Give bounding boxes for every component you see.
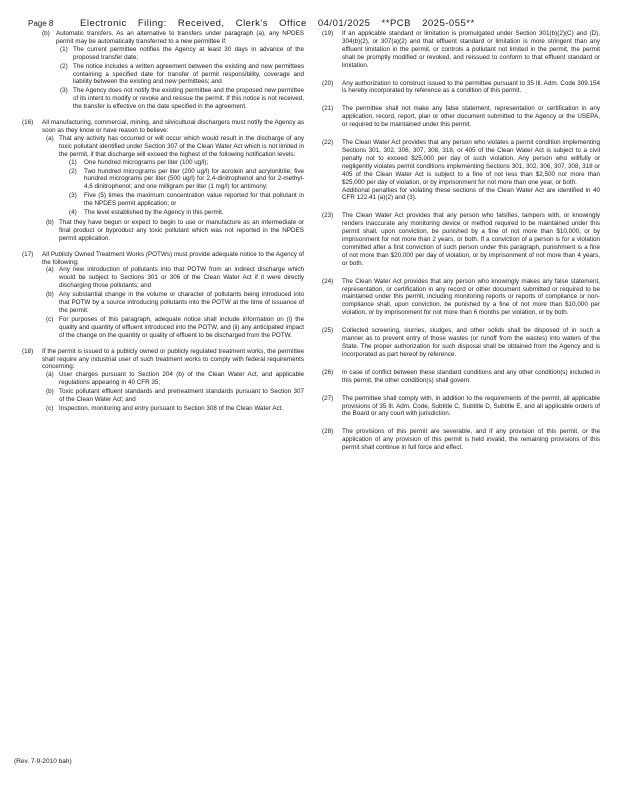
sub-item: (3) The Agency does not notify the existing permittee and the proposed new permittee of its intent to modify or revoke and reissue the permit. If this notice is not received, the transfer is effective on the date specified in the agreement. — [60, 87, 304, 111]
item-number: (21) — [322, 105, 334, 113]
item-text: The permittee shall not make any false statement, representation or certification in any application, record, report, plan or other document submitted to the Agency or the USEPA, or required to be maintained under this permit. — [342, 105, 600, 129]
item-text: The permittee shall comply with, in addition to the requirements of the permit, all applicable provisions of 35 Ill. Adm. Code, Subtitle C, Subtitle D, Subtitle E, and all applicable orders of the Board or any court with jurisdiction. — [342, 394, 600, 418]
item-number: (20) — [322, 79, 334, 87]
item-text-additional: Additional penalties for violating these sections of the Clean Water Act are identified in 40 CFR 122.41 (a)(2) and (3). — [342, 186, 600, 202]
sub-item-b: (b) That they have begun or expect to begin to use or manufacture as an intermediate or final product or byproduct any toxic pollutant which was not reported in the NPDES permit application. — [46, 218, 304, 242]
right-column — [322, 30, 600, 462]
sub-item: (c) Inspection, monitoring and entry pursuant to Section 308 of the Clean Water Act. — [46, 404, 284, 412]
item-text: The Clean Water Act provides that any person who violates a permit condition implementing Sections 301, 302, 306, 307, 308, 318, or 405 of the Clean Water Act is subject to a civil penalty not to exceed $25,000 per day of such violation. Any person who willfully or negligently violates permit conditions implementing Sections 301, 302, 306, 307, 308, 318 or 405 of the Clean Water Act is subject to a fine of not less than $2,500 nor more than $25,000 per day of violation, or by imprisonment for not more than one year, or both. — [342, 139, 600, 186]
sub-item: (b) Toxic pollutant effluent standards and pretreatment standards pursuant to Section 307 of the Clean Water Act; and — [46, 388, 304, 404]
item-text: The Clean Water Act provides that any person who knowingly makes any false statement, representation, or certification in any record or other document submitted or required to be maintained under this permit, including monitoring reports or reports of compliance or non-compliance shall, upon conviction, be punished by a fine of not more than $10,000 per violation, or by imprisonment for not more than 6 months per violation, or by both. — [342, 277, 600, 317]
item-27 — [322, 395, 600, 419]
filing-stamp: Electronic Filing: Received, Clerk's Office 04/01/2025 **PCB 2025-055** — [80, 18, 475, 29]
item-20 — [322, 80, 600, 96]
page-number: Page 8 — [28, 19, 54, 28]
sub-sub-item: (2) Two hundred micrograms per liter (200 ug/l) for acrolein and acrylonitrile; five hundred micrograms per liter (500 ug/l) for 2,4-dinitrophenol and for 2-methyl-4,6 dinitrophenol; and one milligram per liter (1 mg/l) for antimony; — [69, 167, 304, 191]
sub-item: (2) The notice includes a written agreement between the existing and new permittees containing a specified date for transfer of permit responsibility, coverage and liability between the existing and new permittees; and — [60, 62, 304, 86]
sub-item: (1) The current permittee notifies the Agency at least 30 days in advance of the proposed transfer date; — [60, 45, 304, 61]
item-text: Automatic transfers. As an alternative to transfers under paragraph (a), any NPDES permit may be automatically transferred to a new permittee if: — [56, 30, 304, 45]
item-number: (24) — [322, 277, 334, 285]
page-header — [28, 18, 475, 29]
item-number: (22) — [322, 139, 334, 147]
item-text: Any authorization to construct issued to the permittee pursuant to 35 Ill. Adm. Code 309.154 is hereby incorporated by reference as a condition of this permit. — [342, 79, 600, 95]
item-text: All Publicly Owned Treatment Works (POTWs) must provide adequate notice to the Agency of the following: — [42, 250, 304, 266]
item-number: (26) — [322, 368, 334, 376]
item-number: (18) — [22, 347, 34, 355]
sub-sub-item: (3) Five (5) times the maximum concentration value reported for that pollutant in the NPDES permit application; or — [69, 192, 304, 208]
item-number: (16) — [22, 119, 34, 127]
item-number: (25) — [322, 327, 334, 335]
item-number: (27) — [322, 394, 334, 402]
sub-item: (a) Any new introduction of pollutants into that POTW from an indirect discharge which would be subject to Sections 301 or 306 of the Clean Water Act if it were directly discharging those pollutants; and — [46, 266, 304, 290]
revision-footer: (Rev. 7-9-2010 bah) — [14, 758, 72, 765]
sub-item: (b) Any substantial change in the volume or character of pollutants being introduced into that POTW by a source introducing pollutants into the POTW at the time of issuance of the permit. — [46, 291, 304, 314]
item-22 — [322, 139, 600, 202]
sub-sub-item: (1) One hundred micrograms per liter (100 ug/l); — [69, 158, 209, 166]
item-17 — [22, 251, 304, 341]
item-19 — [322, 30, 600, 70]
item-number: (17) — [22, 250, 34, 258]
left-column — [22, 30, 304, 421]
item-24 — [322, 278, 600, 318]
item-text: The Clean Water Act provides that any person who falsifies, tampers with, or knowingly renders inaccurate any monitoring device or method required to be maintained under this permit shall, upon conviction, be punished by a fine of not more than $10,000, or by imprisonment for not more than 2 years, or both. If a conviction of a person is for a violation committed after a first conviction of such person under this paragraph, punishment is a fine of not more than $20,000 per day of violation, or by imprisonment of not more than 4 years, or both. — [342, 212, 600, 267]
sub-item-a: (a) That any activity has occurred or will occur which would result in the discharge of any toxic pollutant identified under Section 307 of the Clean Water Act which is not limited in the permit, if that discharge will exceed the highest of the following notification levels: (1) One hundred micrograms per liter (100 ug/l); (2) Two hundred micrograms per liter (200 ug/l) for acrolein and acrylonitrile; five hundred micrograms per liter (500 ug/l) for 2,4-dinitrophenol and for 2-methyl-4,6 dinitrophenol; and one milligram per liter (1 mg/l) for antimony; (3) Five (5) times the maximum concentration value reported for that pollutant in the NPDES permit application; or (4) The level established by the Agency in this permit. — [46, 134, 304, 217]
item-23 — [322, 212, 600, 267]
item-text: The provisions of this permit are severable, and if any provision of this permit, or the application of any provision of this permit is held invalid, the remaining provisions of this permit shall continue in full force and effect. — [342, 428, 600, 452]
item-21 — [322, 105, 600, 129]
item-text: All manufacturing, commercial, mining, and silvicultural dischargers must notify the Agency as soon as they know or have reason to believe: — [42, 119, 304, 134]
item-28 — [322, 428, 600, 452]
item-number: (28) — [322, 428, 334, 436]
item-label: (b) — [42, 30, 50, 37]
item-26 — [322, 369, 600, 385]
item-text: If an applicable standard or limitation is promulgated under Section 301(b)(2)(C) and (D), 304(b)(2), or 307(a)(2) and that effluent standard or limitation is more stringent than any effluent limitation in the permit, or controls a pollutant not limited in the permit, the permit shall be promptly modified or revoked, and reissued to conform to that effluent standard or limitation. — [342, 30, 600, 69]
item-number: (19) — [322, 30, 334, 37]
item-text: If the permit is issued to a publicly owned or publicly regulated treatment works, the permittee shall require any industrial user of such treatment works to comply with federal requirements concerning: — [42, 347, 304, 371]
item-number: (23) — [322, 212, 334, 220]
sub-sub-item: (4) The level established by the Agency in this permit. — [69, 209, 224, 217]
item-text: Collected screening, slurries, sludges, and other solids shall be disposed of in such a manner as to prevent entry of those wastes (or runoff from the wastes) into waters of the State. The proper authorization for such disposal shall be obtained from the Agency and is incorporated as part hereof by reference. — [342, 327, 600, 358]
item-15-b-continued — [42, 30, 304, 112]
item-16 — [22, 119, 304, 244]
sub-item: (a) User charges pursuant to Section 204 (b) of the Clean Water Act, and applicable regulations appearing in 40 CFR 35; — [46, 371, 304, 387]
item-25 — [322, 327, 600, 359]
item-text: In case of conflict between these standard conditions and any other condition(s) included in this permit, the other condition(s) shall govern. — [342, 368, 600, 384]
sub-item: (c) For purposes of this paragraph, adequate notice shall include information on (i) the quality and quantity of effluent introduced into the POTW, and (ii) any anticipated impact of the change on the quantity or quality of effluent to be discharged from the POTW. — [46, 315, 304, 339]
item-18 — [22, 348, 304, 414]
